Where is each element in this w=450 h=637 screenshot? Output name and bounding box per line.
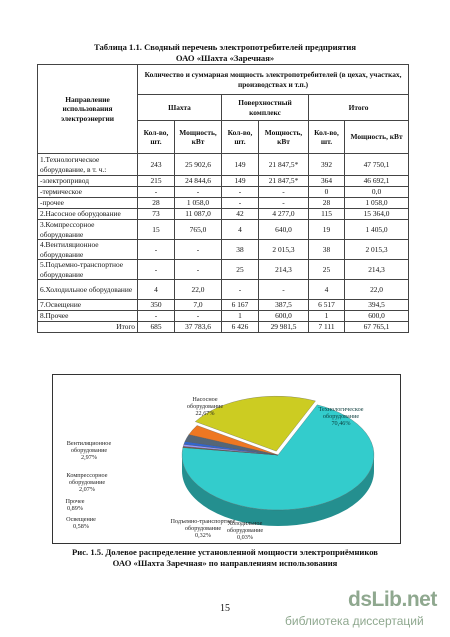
row-value: - bbox=[222, 280, 259, 300]
row-value: - bbox=[138, 187, 175, 198]
row-value: 765,0 bbox=[175, 220, 222, 240]
pie-slice-label: Насосное оборудование 22,67% bbox=[186, 396, 224, 417]
row-value: 215 bbox=[138, 176, 175, 187]
row-value: 25 bbox=[309, 260, 345, 280]
table-row bbox=[38, 240, 409, 260]
pie-slice-label: Вентиляционное оборудование 2,97% bbox=[66, 440, 112, 461]
row-value: 4 bbox=[138, 280, 175, 300]
pie-chart-frame bbox=[52, 374, 401, 544]
pie-slice-label: Холодильное оборудование 0,03% bbox=[226, 520, 264, 541]
col-group-total: Итого bbox=[309, 95, 409, 121]
row-value: - bbox=[138, 260, 175, 280]
row-value: - bbox=[222, 198, 259, 209]
table-row bbox=[38, 187, 409, 198]
row-value: 2 015,3 bbox=[259, 240, 309, 260]
row-value: 6 517 bbox=[309, 300, 345, 311]
row-value: 214,3 bbox=[259, 260, 309, 280]
col-group-surface: Поверхностный комплекс bbox=[222, 95, 309, 121]
row-value: 21 847,5* bbox=[259, 154, 309, 176]
col-power-header: Мощность, кВт bbox=[175, 121, 222, 154]
row-value: 6 167 bbox=[222, 300, 259, 311]
table-row bbox=[38, 154, 409, 176]
row-value: 1 bbox=[222, 311, 259, 322]
row-value: 46 692,1 bbox=[345, 176, 409, 187]
pie-slice-label: Прочее 0,89% bbox=[65, 498, 85, 512]
row-value: 38 bbox=[309, 240, 345, 260]
row-value: 115 bbox=[309, 209, 345, 220]
row-value: 392 bbox=[309, 154, 345, 176]
row-value: 15 364,0 bbox=[345, 209, 409, 220]
row-label: 5.Подъемно-транспортное оборудование bbox=[38, 260, 138, 280]
row-value: - bbox=[259, 280, 309, 300]
watermark-logo[interactable]: dsLib.net bbox=[348, 588, 437, 611]
row-value: 47 750,1 bbox=[345, 154, 409, 176]
header-direction: Направление использования электроэнергии bbox=[38, 65, 138, 154]
table-row bbox=[38, 280, 409, 300]
col-count-header: Кол-во, шт. bbox=[222, 121, 259, 154]
figure-caption-line2: ОАО «Шахта Заречная» по направлениям использования bbox=[112, 558, 338, 568]
row-label: 2.Насосное оборудование bbox=[38, 209, 138, 220]
row-value: 73 bbox=[138, 209, 175, 220]
row-label: 7.Освещение bbox=[38, 300, 138, 311]
total-value: 685 bbox=[138, 322, 175, 333]
row-value: - bbox=[138, 311, 175, 322]
row-label: 4.Вентиляционное оборудование bbox=[38, 240, 138, 260]
table-row bbox=[38, 300, 409, 311]
page-number: 15 bbox=[220, 603, 230, 614]
row-value: - bbox=[259, 198, 309, 209]
pie-slice-label: Освещение 0,58% bbox=[66, 516, 96, 530]
col-count-header: Кол-во, шт. bbox=[138, 121, 175, 154]
table-row bbox=[38, 220, 409, 240]
row-value: 1 058,0 bbox=[175, 198, 222, 209]
row-value: 2 015,3 bbox=[345, 240, 409, 260]
watermark-subtitle: библиотека диссертаций bbox=[285, 614, 424, 628]
row-value: 22,0 bbox=[175, 280, 222, 300]
row-label: 8.Прочее bbox=[38, 311, 138, 322]
table-row bbox=[38, 260, 409, 280]
row-value: 25 bbox=[222, 260, 259, 280]
row-label: 3.Компрессорное оборудование bbox=[38, 220, 138, 240]
total-row bbox=[38, 322, 409, 333]
row-value: 0 bbox=[309, 187, 345, 198]
figure-caption bbox=[0, 547, 450, 569]
row-value: 15 bbox=[138, 220, 175, 240]
pie-chart bbox=[53, 375, 400, 543]
row-label: -прочее bbox=[38, 198, 138, 209]
row-value: 243 bbox=[138, 154, 175, 176]
pie-slice-label: Компрессорное оборудование 2,07% bbox=[66, 472, 108, 493]
row-value: 1 058,0 bbox=[345, 198, 409, 209]
row-value: 387,5 bbox=[259, 300, 309, 311]
row-value: 19 bbox=[309, 220, 345, 240]
row-label: 6.Холодильное оборудование bbox=[38, 280, 138, 300]
col-count-header: Кол-во, шт. bbox=[309, 121, 345, 154]
total-value: 37 783,6 bbox=[175, 322, 222, 333]
total-value: 6 426 bbox=[222, 322, 259, 333]
row-value: - bbox=[175, 187, 222, 198]
total-label: Итого bbox=[38, 322, 138, 333]
row-value: - bbox=[222, 187, 259, 198]
row-value: 21 847,5* bbox=[259, 176, 309, 187]
row-value: 4 bbox=[222, 220, 259, 240]
row-value: 214,3 bbox=[345, 260, 409, 280]
row-value: 28 bbox=[309, 198, 345, 209]
row-value: 7,0 bbox=[175, 300, 222, 311]
row-value: 11 087,0 bbox=[175, 209, 222, 220]
figure-caption-line1: Рис. 1.5. Долевое распределение установленной мощности электроприёмников bbox=[72, 547, 378, 557]
col-power-header: Мощность, кВт bbox=[345, 121, 409, 154]
row-value: 0,0 bbox=[345, 187, 409, 198]
row-label: -термическое bbox=[38, 187, 138, 198]
total-value: 67 765,1 bbox=[345, 322, 409, 333]
row-value: 350 bbox=[138, 300, 175, 311]
row-value: - bbox=[175, 240, 222, 260]
table-row bbox=[38, 198, 409, 209]
row-value: 394,5 bbox=[345, 300, 409, 311]
total-value: 29 981,5 bbox=[259, 322, 309, 333]
table-row bbox=[38, 209, 409, 220]
row-label: -электропривод bbox=[38, 176, 138, 187]
col-group-mine: Шахта bbox=[138, 95, 222, 121]
row-value: 149 bbox=[222, 176, 259, 187]
row-value: 22,0 bbox=[345, 280, 409, 300]
row-value: 1 405,0 bbox=[345, 220, 409, 240]
row-value: - bbox=[259, 187, 309, 198]
table-caption bbox=[0, 42, 450, 64]
row-value: 364 bbox=[309, 176, 345, 187]
consumers-table bbox=[37, 64, 409, 333]
row-value: - bbox=[175, 311, 222, 322]
row-value: 600,0 bbox=[345, 311, 409, 322]
row-value: 1 bbox=[309, 311, 345, 322]
table-caption-line2: ОАО «Шахта «Заречная» bbox=[175, 53, 275, 63]
row-value: 600,0 bbox=[259, 311, 309, 322]
row-value: - bbox=[175, 260, 222, 280]
row-value: 25 902,6 bbox=[175, 154, 222, 176]
row-value: 640,0 bbox=[259, 220, 309, 240]
table-row bbox=[38, 176, 409, 187]
row-value: 38 bbox=[222, 240, 259, 260]
table-row bbox=[38, 311, 409, 322]
row-value: 28 bbox=[138, 198, 175, 209]
header-group: Количество и суммарная мощность электропотребителей (в цехах, участках, производствах и т.п.) bbox=[138, 65, 409, 95]
pie-slice-label: Технологическое оборудование 70,46% bbox=[318, 406, 364, 427]
row-label: 1.Технологическое оборудование, в т. ч.: bbox=[38, 154, 138, 176]
pie-slice-label: Подъемно-транспортное оборудование 0,32% bbox=[170, 518, 236, 539]
row-value: 149 bbox=[222, 154, 259, 176]
col-power-header: Мощность, кВт bbox=[259, 121, 309, 154]
row-value: 42 bbox=[222, 209, 259, 220]
row-value: - bbox=[138, 240, 175, 260]
table-caption-line1: Таблица 1.1. Сводный перечень электропотребителей предприятия bbox=[93, 42, 357, 52]
row-value: 24 844,6 bbox=[175, 176, 222, 187]
total-value: 7 111 bbox=[309, 322, 345, 333]
row-value: 4 277,0 bbox=[259, 209, 309, 220]
row-value: 4 bbox=[309, 280, 345, 300]
